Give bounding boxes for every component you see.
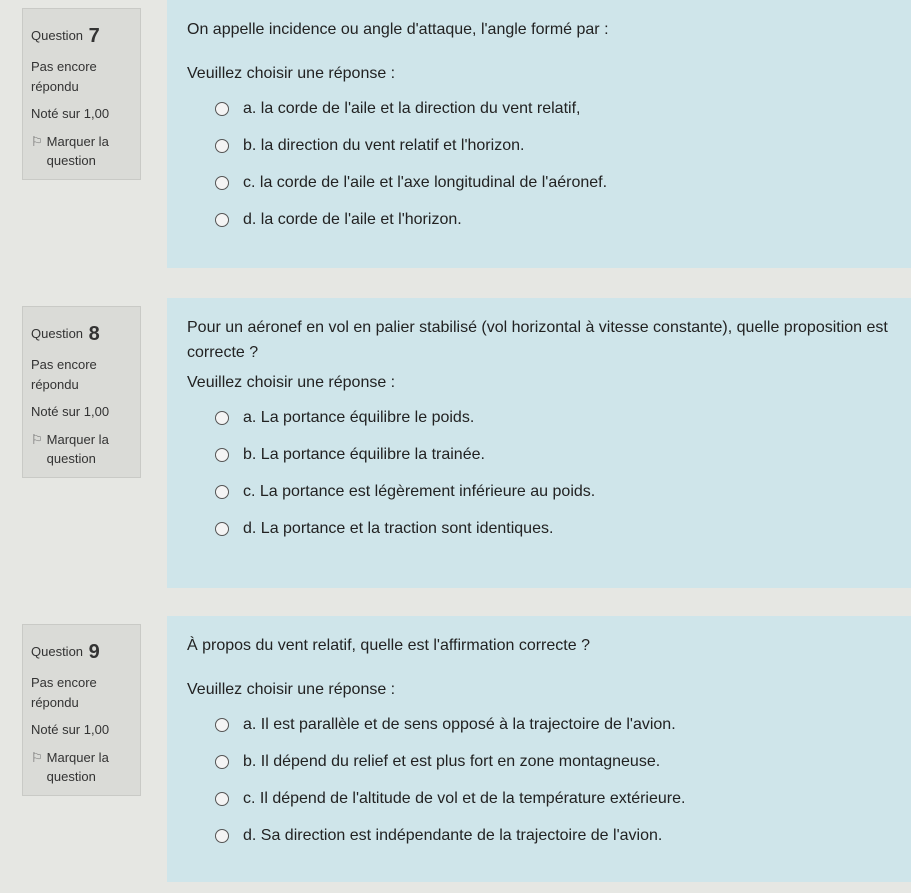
question-number: Question 7 [31, 25, 100, 47]
question-state: Pas encore répondu [31, 357, 97, 392]
radio-button[interactable] [215, 176, 229, 190]
radio-button[interactable] [215, 485, 229, 499]
answer-option-c[interactable]: c. La portance est légèrement inférieure au poids. [215, 474, 891, 511]
question-content [167, 0, 911, 268]
radio-button[interactable] [215, 829, 229, 843]
answer-option-a[interactable]: a. la corde de l'aile et la direction du vent relatif, [215, 91, 891, 128]
question-text: À propos du vent relatif, quelle est l'affirmation correcte ? [187, 637, 590, 654]
answer-list [215, 707, 891, 855]
question-grade: Noté sur 1,00 [31, 404, 110, 419]
radio-button[interactable] [215, 213, 229, 227]
radio-button[interactable] [215, 411, 229, 425]
question-state: Pas encore répondu [31, 675, 97, 710]
question-info [22, 624, 141, 796]
flag-icon: ⚐ [31, 133, 43, 149]
answer-option-a[interactable]: a. Il est parallèle et de sens opposé à la trajectoire de l'avion. [215, 707, 891, 744]
question-grade: Noté sur 1,00 [31, 106, 110, 121]
answer-option-b[interactable]: b. la direction du vent relatif et l'horizon. [215, 128, 891, 165]
answer-option-d[interactable]: d. Sa direction est indépendante de la trajectoire de l'avion. [215, 818, 891, 855]
answer-option-b[interactable]: b. La portance équilibre la trainée. [215, 437, 891, 474]
answer-list [215, 400, 891, 548]
radio-button[interactable] [215, 448, 229, 462]
question-grade: Noté sur 1,00 [31, 722, 110, 737]
radio-button[interactable] [215, 102, 229, 116]
answer-prompt: Veuillez choisir une réponse : [187, 680, 396, 698]
answer-option-d[interactable]: d. la corde de l'aile et l'horizon. [215, 202, 891, 239]
question-number: Question 8 [31, 323, 100, 345]
answer-prompt: Veuillez choisir une réponse : [187, 373, 396, 391]
question-info [22, 306, 141, 478]
flag-question-button[interactable]: ⚐ Marquer la question [31, 133, 109, 168]
flag-question-button[interactable]: ⚐ Marquer la question [31, 749, 109, 784]
question-content [167, 298, 911, 588]
radio-button[interactable] [215, 755, 229, 769]
answer-list [215, 91, 891, 239]
flag-question-button[interactable]: ⚐ Marquer la question [31, 431, 109, 466]
radio-button[interactable] [215, 139, 229, 153]
question-text: On appelle incidence ou angle d'attaque, l'angle formé par : [187, 21, 609, 38]
answer-prompt: Veuillez choisir une réponse : [187, 64, 396, 82]
question-7 [0, 0, 911, 268]
flag-icon: ⚐ [31, 749, 43, 765]
radio-button[interactable] [215, 792, 229, 806]
radio-button[interactable] [215, 718, 229, 732]
answer-option-b[interactable]: b. Il dépend du relief et est plus fort en zone montagneuse. [215, 744, 891, 781]
answer-option-d[interactable]: d. La portance et la traction sont identiques. [215, 511, 891, 548]
question-text: Pour un aéronef en vol en palier stabilisé (vol horizontal à vitesse constante), quelle proposition est correcte ? [187, 319, 888, 361]
flag-icon: ⚐ [31, 431, 43, 447]
question-state: Pas encore répondu [31, 59, 97, 94]
question-9 [0, 616, 911, 882]
answer-option-c[interactable]: c. la corde de l'aile et l'axe longitudinal de l'aéronef. [215, 165, 891, 202]
question-info [22, 8, 141, 180]
answer-option-a[interactable]: a. La portance équilibre le poids. [215, 400, 891, 437]
question-number: Question 9 [31, 641, 100, 663]
question-8 [0, 298, 911, 588]
answer-option-c[interactable]: c. Il dépend de l'altitude de vol et de la température extérieure. [215, 781, 891, 818]
radio-button[interactable] [215, 522, 229, 536]
question-content [167, 616, 911, 882]
